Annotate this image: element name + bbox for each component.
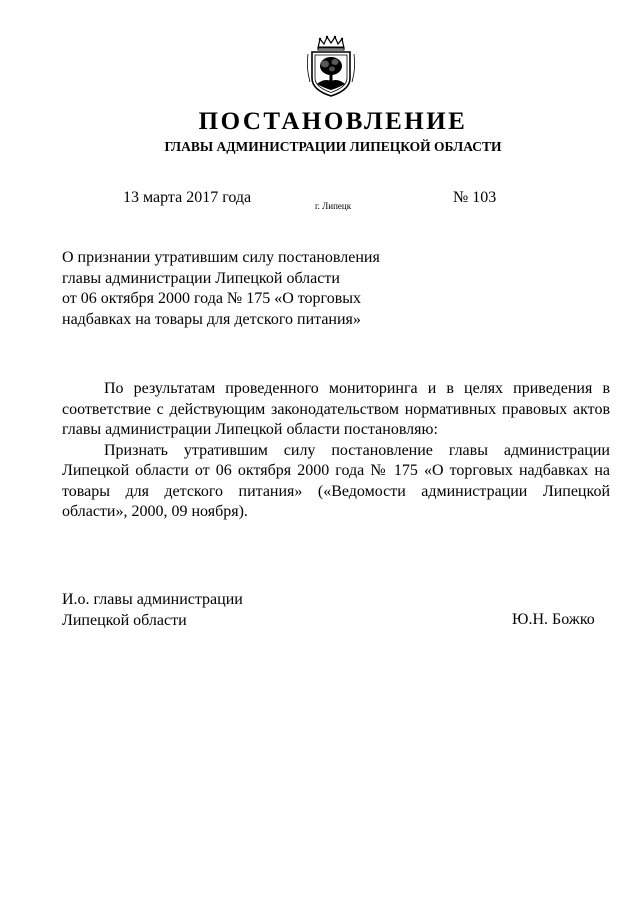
document-subject — [62, 248, 402, 330]
document-number: № 103 — [453, 189, 497, 206]
document-body — [62, 379, 610, 523]
document-city: г. Липецк — [315, 201, 352, 211]
subject-line: от 06 октября 2000 года № 175 «О торговых — [62, 290, 361, 307]
body-paragraph: Признать утратившим силу постановление главы администрации Липецкой области от 06 октября 2000 года № 175 «О торговых надбавках на товары для детского питания» («Ведомости администрации Липецкой области», 2000, 09 ноября). — [62, 441, 610, 520]
document-subtitle: ГЛАВЫ АДМИНИСТРАЦИИ ЛИПЕЦКОЙ ОБЛАСТИ — [164, 139, 502, 154]
document-date: 13 марта 2017 года — [123, 189, 252, 206]
signatory-name: Ю.Н. Божко — [512, 611, 595, 628]
document-title: ПОСТАНОВЛЕНИЕ — [198, 108, 468, 135]
subject-line: О признании утратившим силу постановления — [62, 249, 380, 266]
signatory-position — [62, 590, 243, 631]
subject-line: главы администрации Липецкой области — [62, 269, 340, 287]
signatory-position-line: Липецкой области — [62, 611, 187, 629]
signatory-position-line: И.о. главы администрации — [62, 591, 243, 608]
subject-line: надбавках на товары для детского питания» — [62, 310, 361, 328]
lipetsk-coat-of-arms-icon — [304, 34, 358, 98]
body-paragraph: По результатам проведенного мониторинга и в целях приведения в соответствие с действующим законодательством нормативных правовых актов главы администрации Липецкой области постановляю: — [62, 380, 610, 438]
